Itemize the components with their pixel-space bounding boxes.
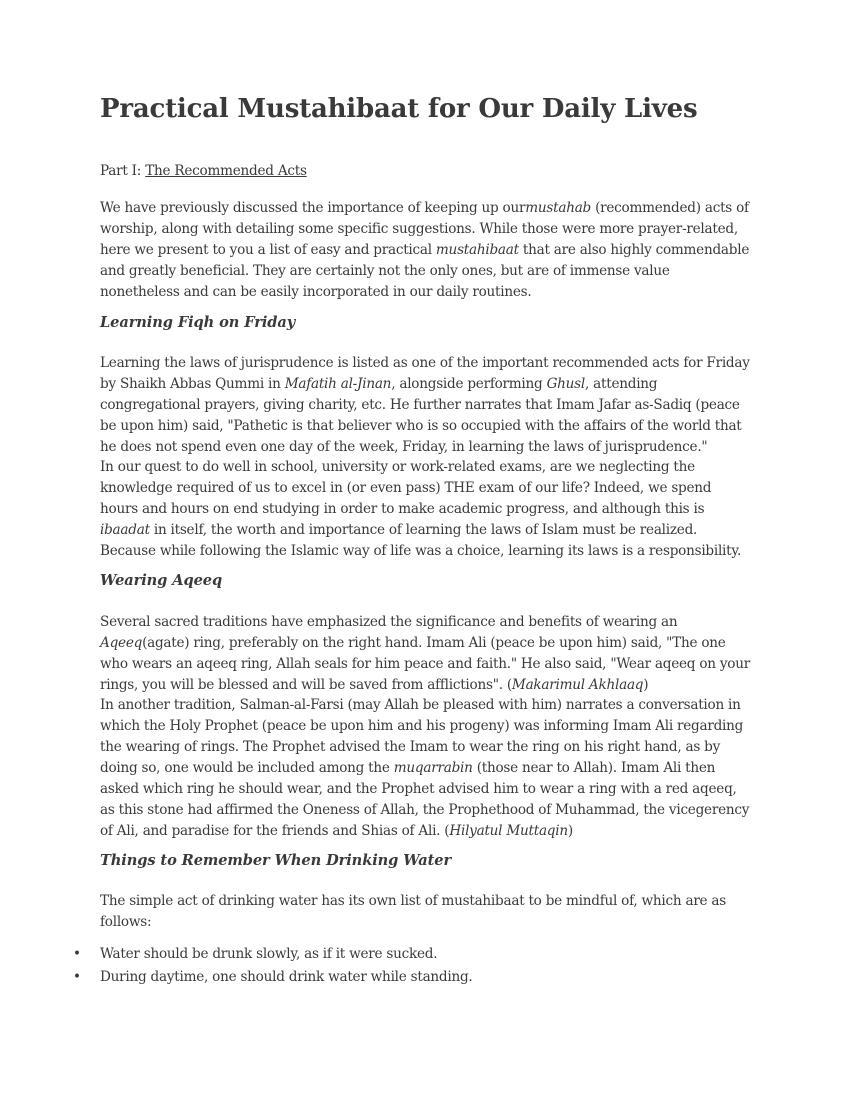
text-run: in itself, the worth and importance of learning the laws of Islam must be realized. Because while following the Islamic way of life was a choice, learning its laws is a responsibility. (100, 522, 742, 559)
paragraph-fiqh-2 (100, 457, 752, 562)
text-run: Several sacred traditions have emphasized the significance and benefits of wearing an (100, 614, 678, 630)
list-item-text: During daytime, one should drink water while standing. (100, 969, 473, 985)
emphasis-text: mustahibaat (435, 242, 519, 258)
bullet-list (73, 944, 752, 990)
part-label: The Recommended Acts (145, 163, 307, 179)
text-run: (recommended) acts of worship, along with detailing some specific suggestions. While those were more prayer-related, here we present to you a list of easy and practical (100, 200, 749, 258)
intro-paragraph (100, 198, 752, 303)
paragraph-aqeeq-2 (100, 695, 752, 842)
paragraph-fiqh-1 (100, 353, 752, 458)
text-run: The simple act of drinking water has its own list of mustahibaat to be mindful of, which are as follows: (100, 893, 727, 930)
emphasis-text: Hilyatul Muttaqin (449, 823, 568, 839)
emphasis-text: mustahab (525, 200, 591, 216)
text-run: In our quest to do well in school, university or work-related exams, are we neglecting the knowledge required of us to excel in (or even pass) THE exam of our life? Indeed, we spend hours and hours on end studying in order to make academic progress, and although this is (100, 459, 712, 517)
text-run: , attending congregational prayers, giving charity, etc. He further narrates that Imam Jafar as-Sadiq (peace be upon him) said, "Pathetic is that believer who is so occupied with the affairs of the world that he does not spend even one day of the week, Friday, in learning the laws of jurisprudence." (100, 376, 742, 455)
list-item-text: Water should be drunk slowly, as if it were sucked. (100, 946, 438, 962)
paragraph-water-1 (100, 891, 752, 933)
text-run: ) (643, 677, 649, 693)
bullet-marker: • (73, 946, 81, 962)
text-run: We have previously discussed the importance of keeping up our (100, 200, 526, 216)
section-heading-aqeeq: Wearing Aqeeq (100, 572, 223, 589)
emphasis-text: Makarimul Akhlaaq (511, 677, 644, 693)
text-run: In another tradition, Salman-al-Farsi (may Allah be pleased with him) narrates a conversation in which the Holy Prophet (peace be upon him and his progeny) was informing Imam Ali regarding the wearing of rings. The Prophet advised the Imam to wear the ring on his right hand, as by doing so, one would be included among the (100, 697, 744, 776)
page-title: Practical Mustahibaat for Our Daily Lives (100, 94, 698, 124)
list-item (73, 967, 752, 990)
text-run: that are also highly commendable and greatly beneficial. They are certainly not the only ones, but are of immense value nonetheless and can be easily incorporated in our daily routines. (100, 242, 750, 300)
section-heading-fiqh: Learning Fiqh on Friday (100, 314, 296, 331)
text-run: Learning the laws of jurisprudence is listed as one of the important recommended acts for Friday by Shaikh Abbas Qummi in (100, 355, 750, 392)
emphasis-text: ibaadat (100, 522, 150, 538)
paragraph-aqeeq-1 (100, 612, 752, 696)
section-heading-water: Things to Remember When Drinking Water (100, 852, 452, 869)
part-prefix: Part I: (100, 163, 146, 179)
text-run: ) (567, 823, 573, 839)
emphasis-text: Ghusl (546, 376, 586, 392)
part-heading (100, 161, 307, 182)
list-item (73, 944, 752, 967)
text-run: (those near to Allah). Imam Ali then asked which ring he should wear, and the Prophet advised him to wear a ring with a red aqeeq, as this stone had affirmed the Oneness of Allah, the Prophethood of Muhammad, the vicegerency of Ali, and paradise for the friends and Shias of Ali. ( (100, 760, 750, 839)
emphasis-text: Aqeeq (100, 635, 143, 651)
text-run: , alongside performing (391, 376, 547, 392)
emphasis-text: Mafatih al-Jinan (284, 376, 392, 392)
text-run: (agate) ring, preferably on the right hand. Imam Ali (peace be upon him) said, "The one who wears an aqeeq ring, Allah seals for him peace and faith." He also said, "Wear aqeeq on your rings, you will be blessed and will be saved from afflictions". ( (100, 635, 750, 693)
bullet-marker: • (73, 969, 81, 985)
emphasis-text: muqarrabin (393, 760, 473, 776)
